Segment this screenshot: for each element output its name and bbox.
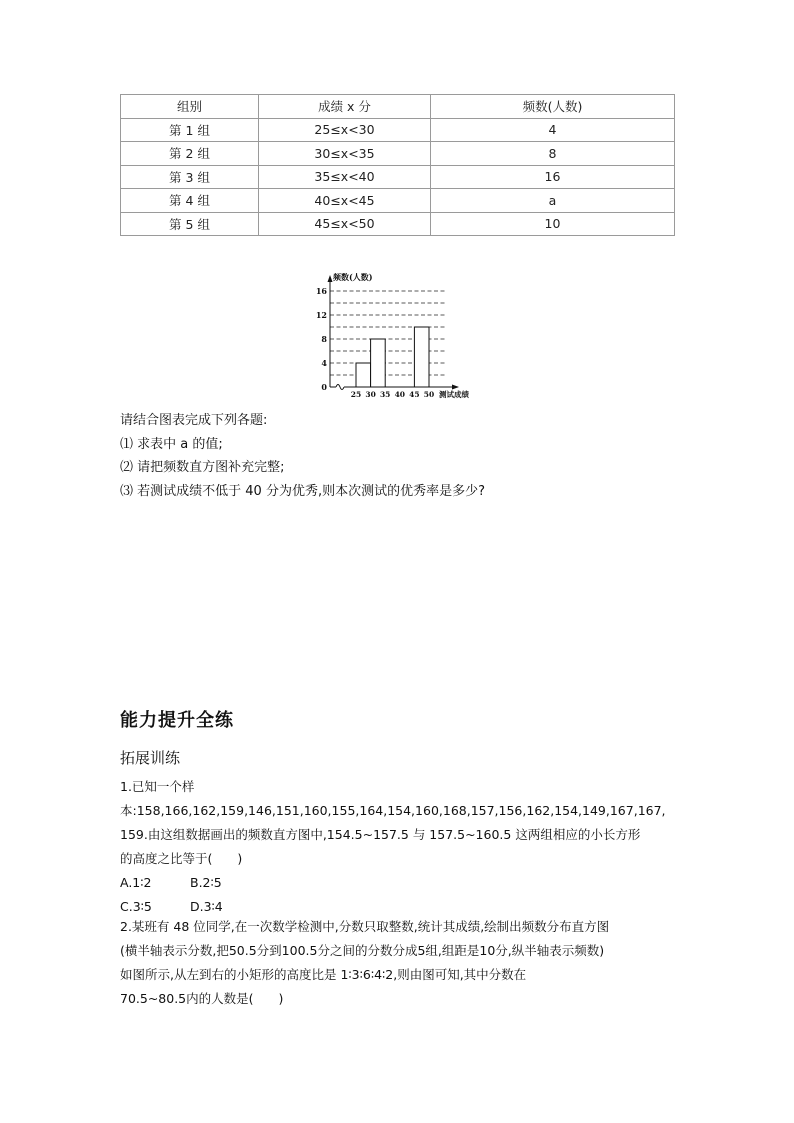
question-3: ⑶ 若测试成绩不低于 40 分为优秀,则本次测试的优秀率是多少?	[120, 483, 485, 499]
problem-2-line: 70.5~80.5内的人数是( )	[120, 991, 284, 1006]
question-1: ⑴ 求表中 a 的值;	[120, 436, 223, 452]
problem-1-line: 159.由这组数据画出的频数直方图中,154.5~157.5 与 157.5~160.5 这两组相应的小长方形	[120, 827, 641, 842]
option-b: B.2∶5	[190, 875, 222, 890]
y-axis-title: 频数(人数)	[333, 272, 373, 282]
y-tick-label: 8	[321, 334, 327, 344]
y-tick-label: 16	[315, 286, 327, 296]
problem-2-line: (横半轴表示分数,把50.5分到100.5分之间的分数分成5组,组距是10分,纵半轴表示频数)	[120, 943, 605, 958]
x-tick-label: 30	[365, 390, 376, 399]
y-tick-label: 12	[315, 310, 327, 320]
histogram-bar	[371, 339, 386, 387]
cell-score: 25≤x<30	[259, 118, 431, 142]
x-tick-label: 35	[379, 390, 391, 399]
header-score: 成绩 x 分	[259, 95, 431, 119]
x-tick-label: 40	[394, 390, 406, 399]
cell-group: 第 3 组	[121, 165, 259, 189]
table-row	[121, 189, 675, 213]
cell-score: 40≤x<45	[259, 189, 431, 213]
cell-frequency: 16	[431, 165, 675, 189]
table-row	[121, 142, 675, 166]
header-frequency: 频数(人数)	[431, 95, 675, 119]
option-d: D.3∶4	[190, 899, 223, 914]
table-header-row	[121, 95, 675, 119]
cell-group: 第 4 组	[121, 189, 259, 213]
section-title: 能力提升全练	[120, 710, 234, 731]
problem-1-options-row	[120, 871, 680, 895]
cell-frequency: 8	[431, 142, 675, 166]
question-2: ⑵ 请把频数直方图补充完整;	[120, 460, 285, 475]
questions-block	[120, 409, 485, 503]
x-tick-label: 50	[423, 390, 435, 399]
histogram-bar	[356, 363, 371, 387]
histogram-svg	[308, 268, 484, 402]
frequency-histogram	[308, 268, 484, 402]
cell-frequency: 4	[431, 118, 675, 142]
x-tick-label: 45	[409, 390, 420, 399]
histogram-bar	[414, 327, 429, 387]
problem-1	[120, 775, 680, 919]
problem-1-line: 本:158,166,162,159,146,151,160,155,164,154,160,168,157,156,162,154,149,167,167,	[120, 803, 666, 818]
cell-frequency: a	[431, 189, 675, 213]
cell-group: 第 5 组	[121, 212, 259, 236]
y-tick-label: 4	[321, 358, 327, 368]
problem-1-line: 1.已知一个样	[120, 779, 195, 794]
cell-group: 第 1 组	[121, 118, 259, 142]
score-frequency-table	[120, 94, 675, 236]
axis-break-mark	[336, 385, 344, 390]
option-c: C.3∶5	[120, 899, 152, 914]
problem-2-line: 2.某班有 48 位同学,在一次数学检测中,分数只取整数,统计其成绩,绘制出频数分布直方图	[120, 919, 610, 934]
cell-score: 30≤x<35	[259, 142, 431, 166]
problem-2-line: 如图所示,从左到右的小矩形的高度比是 1∶3∶6∶4∶2,则由图可知,其中分数在	[120, 967, 527, 982]
y-tick-label: 0	[321, 382, 327, 392]
problem-1-line: 的高度之比等于( )	[120, 851, 243, 866]
section-subtitle: 拓展训练	[120, 749, 181, 767]
cell-frequency: 10	[431, 212, 675, 236]
x-axis-arrow	[452, 385, 459, 390]
cell-score: 35≤x<40	[259, 165, 431, 189]
option-a: A.1∶2	[120, 875, 152, 890]
table-row	[121, 212, 675, 236]
table-row	[121, 118, 675, 142]
x-tick-label: 25	[350, 390, 362, 399]
table-row	[121, 165, 675, 189]
problem-2	[120, 915, 680, 1011]
header-group: 组别	[121, 95, 259, 119]
questions-intro: 请结合图表完成下列各题:	[120, 413, 268, 428]
cell-score: 45≤x<50	[259, 212, 431, 236]
cell-group: 第 2 组	[121, 142, 259, 166]
y-axis-arrow	[328, 275, 333, 282]
x-axis-title: 测试成绩	[439, 390, 469, 399]
